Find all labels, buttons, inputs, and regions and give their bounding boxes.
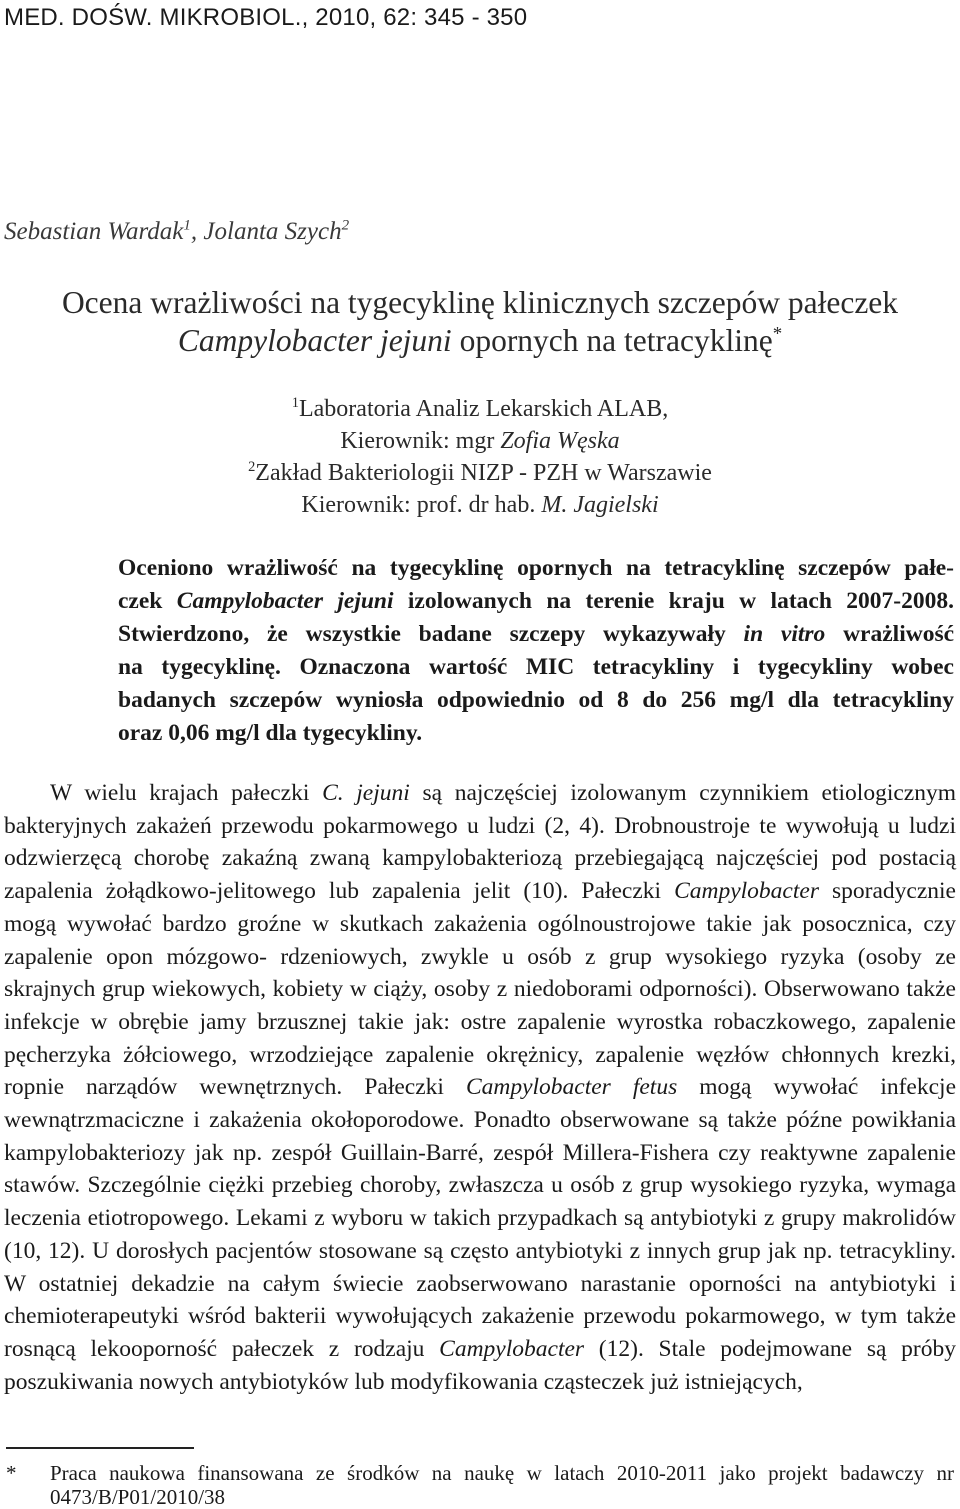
head-label: Kierownik: mgr <box>340 428 501 454</box>
footnote-rule <box>6 1447 194 1449</box>
body-species: C. jejuni <box>322 780 410 806</box>
affiliation-1 <box>0 393 960 425</box>
author-affiliation-mark: 2 <box>341 217 350 234</box>
body-species: Campylobacter fetus <box>465 1074 678 1101</box>
affiliation-name: Laboratoria Analiz Lekarskich ALAB, <box>298 396 669 422</box>
abstract-line: badanych szczepów wyniosła odpowiednio od 8 do 256 mg/l dla tetracykliny <box>118 687 954 713</box>
abstract-species: Campylobacter jejuni <box>176 588 394 614</box>
abstract-term: in vitro <box>743 621 826 647</box>
affiliation-mark: 2 <box>248 459 256 475</box>
abstract-line: Oceniono wrażliwość na tygecyklinę opornych na tetracyklinę szczepów pałe- <box>118 555 954 581</box>
body-paragraph <box>4 777 956 1398</box>
affiliation-head <box>0 425 960 457</box>
title-species: Campylobacter jejuni <box>177 323 452 358</box>
head-name: M. Jagielski <box>541 492 659 518</box>
author-list <box>4 218 349 246</box>
body-species: Campylobacter <box>439 1335 585 1362</box>
title-line: Ocena wrażliwości na tygecyklinę klinicznych szczepów pałeczek <box>61 285 899 320</box>
author-affiliation-mark: 1 <box>183 217 191 234</box>
body-text <box>4 777 956 1398</box>
article-title <box>0 284 960 360</box>
title-line <box>0 322 960 360</box>
body-species: Campylobacter <box>674 878 819 905</box>
body-run: sporadycznie mogą wywołać bardzo groźne w skutkach zakażenia ogólnoustrojowe takie jak posocznica, czy zapalenie opon mózgowo- rdzeniowych, zwykle u osób z grup wysokiego ryzyka (osoby ze skrajnych grup wiekowych, kobiety w ciąży, osoby z niedoborami odporności). Obserwowano także infekcje w obrębie jamy brzusznej takie jak: ostre zapalenie wyrostka robaczkowego, zapalenie pęcherzyka żółciowego, wrzodziejące zapalenie okrężnicy, zapalenie węzłów chłonnych krezki, ropnie narządów wewnętrznych. Pałeczki <box>4 878 956 1101</box>
affiliation-head <box>0 489 960 521</box>
abstract-line: na tygecyklinę. Oznaczona wartość MIC tetracykliny i tygecykliny wobec <box>118 654 954 680</box>
journal-citation: MED. DOŚW. MIKROBIOL., 2010, 62: 345 - 350 <box>4 4 528 31</box>
abstract <box>118 552 954 750</box>
footnote-text: Praca naukowa finansowana ze środków na naukę w latach 2010-2011 jako projekt badawczy nr 0473/B/P01/2010/38 <box>50 1461 954 1509</box>
author-name: Jolanta Szych <box>203 218 342 245</box>
abstract-line <box>118 585 954 618</box>
abstract-text: czek <box>118 588 177 614</box>
affiliation-mark: 1 <box>291 395 299 411</box>
author-separator: , <box>190 218 204 245</box>
title-line-text: opornych na tetracyklinę <box>451 323 773 358</box>
abstract-text: izolowanych na terenie kraju w latach 2007-2008. <box>393 588 954 614</box>
head-name: Zofia Węska <box>500 428 620 454</box>
head-label: Kierownik: prof. dr hab. <box>301 492 542 518</box>
body-run: W wielu krajach pałeczki <box>50 780 323 806</box>
author-name: Sebastian Wardak <box>4 218 184 245</box>
body-run: (12). Stale podejmowane są próby poszukiwania nowych antybiotyków lub modyfikowania cząsteczek już istniejących, <box>4 1335 956 1395</box>
body-run: są najczęściej izolowanym czynnikiem etiologicznym bakteryjnych zakażeń przewodu pokarmowego u ludzi (2, 4). Drobnoustroje te wywołują u ludzi odzwierzęcą chorobę zakaźną zwaną kampylobakteriozą przebiegającą najczęściej pod postacią zapalenia żołądkowo-jelitowego lub zapalenia jelit (10). Pałeczki <box>4 780 956 905</box>
affiliation-name: Zakład Bakteriologii NIZP - PZH w Warszawie <box>255 460 712 486</box>
abstract-text: Stwierdzono, że wszystkie badane szczepy wykazywały <box>118 621 744 647</box>
footnote-mark: * <box>6 1461 17 1485</box>
body-run: mogą wywołać infekcje wewnątrzmaciczne i zakażenia okołoporodowe. Ponadto obserwowane są także późne powikłania kampylobakteriozy jak np. zespół Guillain-Barré, zespół Millera-Fishera czy reaktywne zapalenie stawów. Szczególnie ciężki przebieg choroby, zwłaszcza u osób z grup wysokiego ryzyka, wymaga leczenia etiotropowego. Lekami z wyboru w takich przypadkach są antybiotyki z grupy makrolidów (10, 12). U dorosłych pacjentów stosowane są często antybiotyki z innych grup jak np. tetracykliny. W ostatniej dekadzie na całym świecie zaobserwowano narastanie oporności na antybiotyki i chemioterapeutyki wśród bakterii wywołujących zakażenie przewodu pokarmowego, w tym także rosnącą lekooporność pałeczek z rodzaju <box>4 1074 956 1362</box>
abstract-line <box>118 618 954 651</box>
affiliation-2 <box>0 457 960 489</box>
abstract-text: wrażliwość <box>825 621 955 647</box>
affiliations <box>0 393 960 521</box>
abstract-line: oraz 0,06 mg/l dla tygecykliny. <box>118 720 423 746</box>
title-footnote-mark: * <box>772 323 783 345</box>
